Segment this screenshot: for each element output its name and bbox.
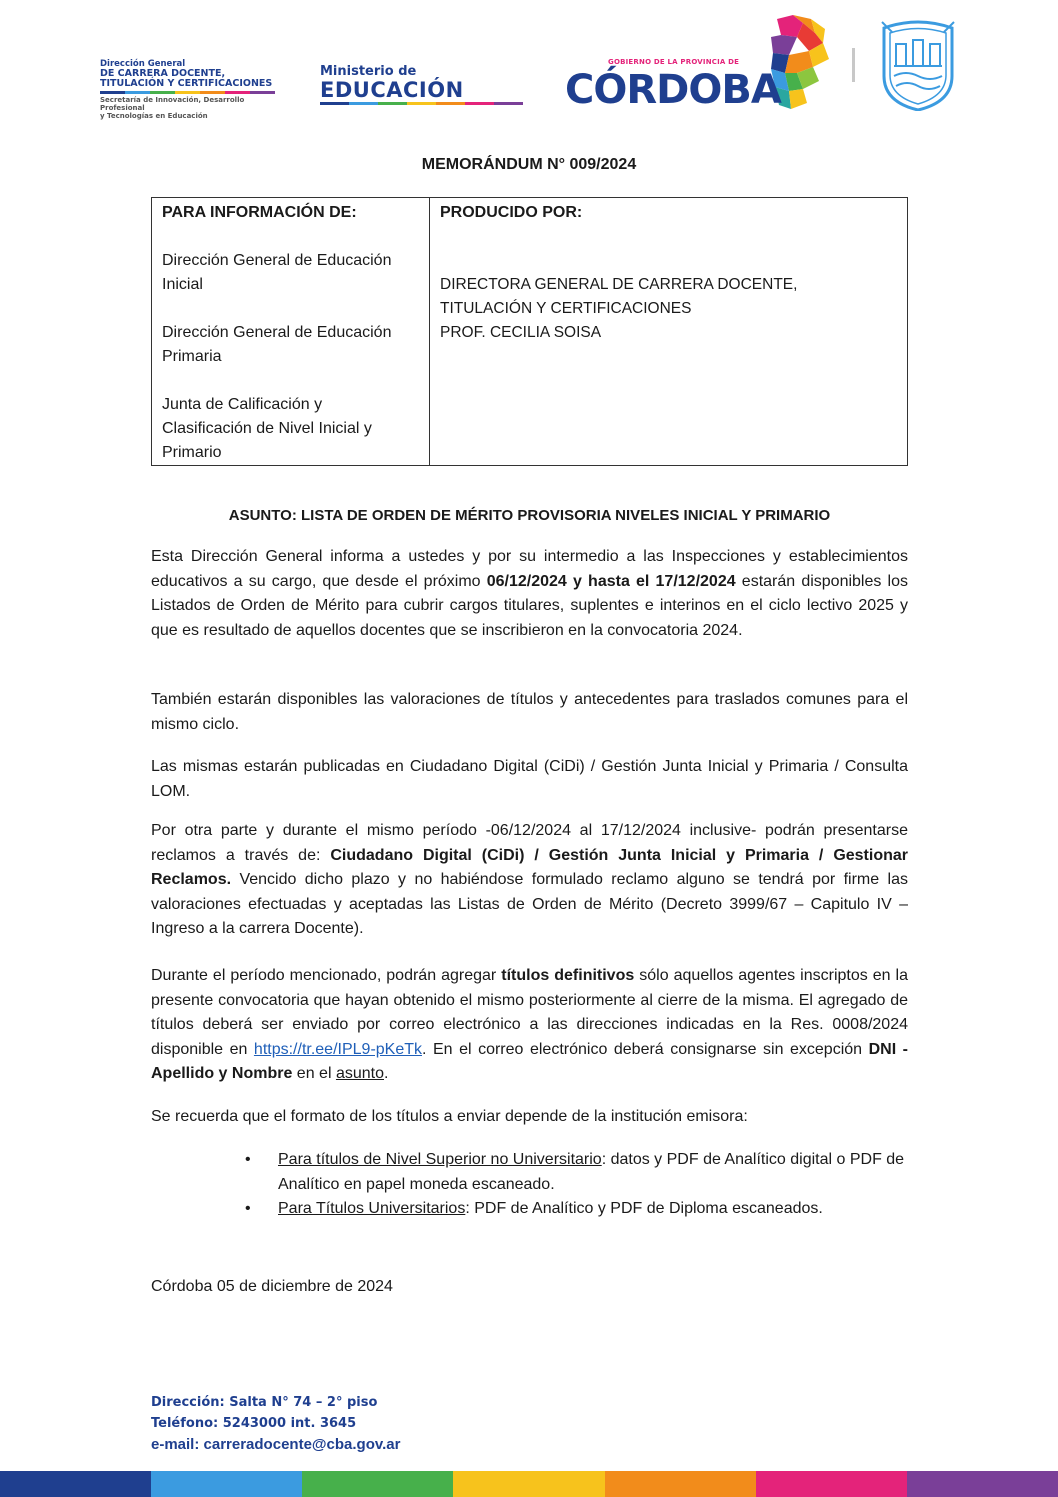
recipient-line: Dirección General de Educación (162, 324, 392, 341)
dg-logo-line2: DE CARRERA DOCENTE, (100, 68, 226, 79)
producer-line: TITULACIÓN Y CERTIFICACIONES (440, 300, 692, 317)
stripe-swatch (465, 102, 494, 105)
stripe-swatch (151, 1471, 302, 1497)
recipient (162, 393, 419, 465)
paragraph-3: Las mismas estarán publicadas en Ciudadano Digital (CiDi) / Gestión Junta Inicial y Primaria / Consulta LOM. (151, 758, 908, 800)
bullet-text: : datos y PDF de Analítico digital o PDF de Analítico en papel moneda escaneado. (278, 1151, 905, 1193)
stripe-swatch (125, 91, 150, 94)
p5-titulos-definitivos: títulos definitivos (501, 967, 635, 984)
stripe-swatch (150, 91, 175, 94)
p4-text: Por otra parte y durante el mismo período -06/12/2024 al 17/12/2024 inclusive- podrán presentarse reclamos a través de: (151, 822, 908, 864)
memo-info-table (151, 197, 908, 466)
bullet-list (245, 1148, 910, 1222)
stripe-swatch (349, 102, 378, 105)
stripe-swatch (302, 1471, 453, 1497)
stripe-swatch (378, 102, 407, 105)
cordoba-logo (565, 15, 840, 115)
p5-text: . En el correo electrónico deberá consignarse sin excepción (422, 1040, 869, 1058)
dg-logo-line1: Dirección General (100, 59, 186, 69)
dg-logo-line3: TITULACIÓN Y CERTIFICACIONES (100, 78, 273, 89)
p5-text: en el (292, 1065, 336, 1082)
cordoba-logo-subtitle: GOBIERNO DE LA PROVINCIA DE (608, 58, 740, 66)
resolution-link[interactable]: https://tr.ee/IPL9-pKeTk (253, 1040, 423, 1058)
stripe-swatch (320, 102, 349, 105)
producer-line: PROF. CECILIA SOISA (440, 324, 602, 341)
stripe-swatch (0, 1471, 151, 1497)
p5-text: Durante el período mencionado, podrán agregar (151, 967, 502, 984)
stripe-swatch (453, 1471, 604, 1497)
producido-por-header: PRODUCIDO POR: (440, 204, 583, 221)
footer-color-stripe (0, 1471, 1058, 1497)
stripe-swatch (175, 91, 200, 94)
ministerio-educacion-logo (320, 65, 525, 105)
recipient-line: Junta de Calificación y (162, 396, 323, 413)
p1-dates: 06/12/2024 y hasta el 17/12/2024 (486, 572, 736, 590)
p5-text: sólo aquellos agentes inscriptos en la presente convocatoria que hayan obtenido el mismo posteriormente al cierre de la misma. El agregado de títulos deberá ser enviado por correo electrónico a las direcciones indicadas en la Res. 0008/2024 disponible en (151, 967, 909, 1058)
recipient-line: Clasificación de Nivel Inicial y (162, 420, 372, 437)
recipient-line: Inicial (162, 276, 203, 293)
recipients-cell (152, 198, 430, 466)
p5-asunto: asunto (335, 1065, 384, 1082)
asunto-heading: ASUNTO: LISTA DE ORDEN DE MÉRITO PROVISORIA NIVELES INICIAL Y PRIMARIO (228, 507, 831, 524)
stripe-swatch (436, 102, 465, 105)
bullet-icon: • (245, 1151, 251, 1168)
ministerio-logo-line1: Ministerio de (320, 64, 417, 79)
header-divider (852, 48, 855, 82)
stripe-swatch (200, 91, 225, 94)
p1-text: Esta Dirección General informa a ustedes y por su intermedio a las Inspecciones y establecimientos educativos a su cargo, que desde el próximo (151, 548, 908, 590)
paragraph-6: Se recuerda que el formato de los títulos a enviar depende de la institución emisora: (151, 1108, 748, 1125)
stripe-swatch (100, 91, 125, 94)
list-item (245, 1197, 910, 1222)
p5-text: . (384, 1065, 389, 1082)
list-item (245, 1148, 910, 1197)
date-line: Córdoba 05 de diciembre de 2024 (151, 1278, 393, 1295)
stripe-swatch (605, 1471, 756, 1497)
cordoba-logo-wordmark: CÓRDOBA (565, 67, 781, 113)
recipient-line: Dirección General de Educación (162, 252, 392, 269)
recipient-line: Primaria (162, 348, 222, 365)
stripe-swatch (407, 102, 436, 105)
stripe-swatch (250, 91, 275, 94)
dg-logo-line5: y Tecnologías en Educación (100, 112, 208, 120)
p1-text: estarán disponibles los Listados de Orden de Mérito para cubrir cargos titulares, suplentes e interinos en el ciclo lectivo 2025 y que es resultado de aquellos docentes que se inscribieron en la convocatoria 2024. (151, 572, 909, 639)
bullet-underlined: Para Títulos Universitarios (278, 1200, 466, 1217)
stripe-swatch (494, 102, 523, 105)
paragraph-5 (151, 964, 908, 1087)
bullet-icon: • (245, 1200, 251, 1217)
stripe-swatch (907, 1471, 1058, 1497)
paragraph-2: También estarán disponibles las valoraciones de títulos y antecedentes para traslados comunes para el mismo ciclo. (151, 691, 908, 733)
producer-line: DIRECTORA GENERAL DE CARRERA DOCENTE, (440, 276, 798, 293)
footer-address: Dirección: Salta N° 74 – 2° piso (151, 1395, 378, 1410)
p5-dni-apellido-nombre: DNI - Apellido y Nombre (151, 1040, 909, 1082)
producer-cell (430, 198, 908, 466)
recipient (162, 321, 419, 369)
recipient-line: Primario (162, 444, 222, 461)
p4-cidi-path: Ciudadano Digital (CiDi) / Gestión Junta Inicial y Primaria / Gestionar Reclamos. (151, 846, 909, 888)
stripe-swatch (756, 1471, 907, 1497)
memo-title: MEMORÁNDUM N° 009/2024 (421, 156, 637, 173)
paragraph-4 (151, 819, 908, 942)
footer-email: e-mail: carreradocente@cba.gov.ar (151, 1436, 401, 1453)
cordoba-coat-of-arms-icon (878, 18, 958, 111)
dg-logo-stripe (100, 91, 275, 94)
paragraph-1 (151, 545, 908, 643)
para-informacion-header: PARA INFORMACIÓN DE: (162, 204, 357, 221)
bullet-text: : PDF de Analítico y PDF de Diploma escaneados. (465, 1200, 823, 1217)
footer-contact (151, 1392, 400, 1456)
bullet-underlined: Para títulos de Nivel Superior no Universitario (278, 1151, 602, 1168)
ministerio-logo-line2: EDUCACIÓN (320, 78, 464, 102)
direccion-general-logo (100, 60, 285, 120)
footer-phone: Teléfono: 5243000 int. 3645 (151, 1416, 357, 1431)
ministerio-logo-stripe (320, 102, 523, 105)
dg-logo-line4: Secretaría de Innovación, Desarrollo Profesional (100, 96, 245, 112)
p4-text: Vencido dicho plazo y no habiéndose formulado reclamo alguno se tendrá por firme las valoraciones efectuadas y aceptadas las Listas de Orden de Mérito (Decreto 3999/67 – Capitulo IV – Ingreso a la carrera Docente). (151, 871, 908, 937)
stripe-swatch (225, 91, 250, 94)
producer-block (440, 273, 897, 345)
recipient (162, 249, 419, 297)
